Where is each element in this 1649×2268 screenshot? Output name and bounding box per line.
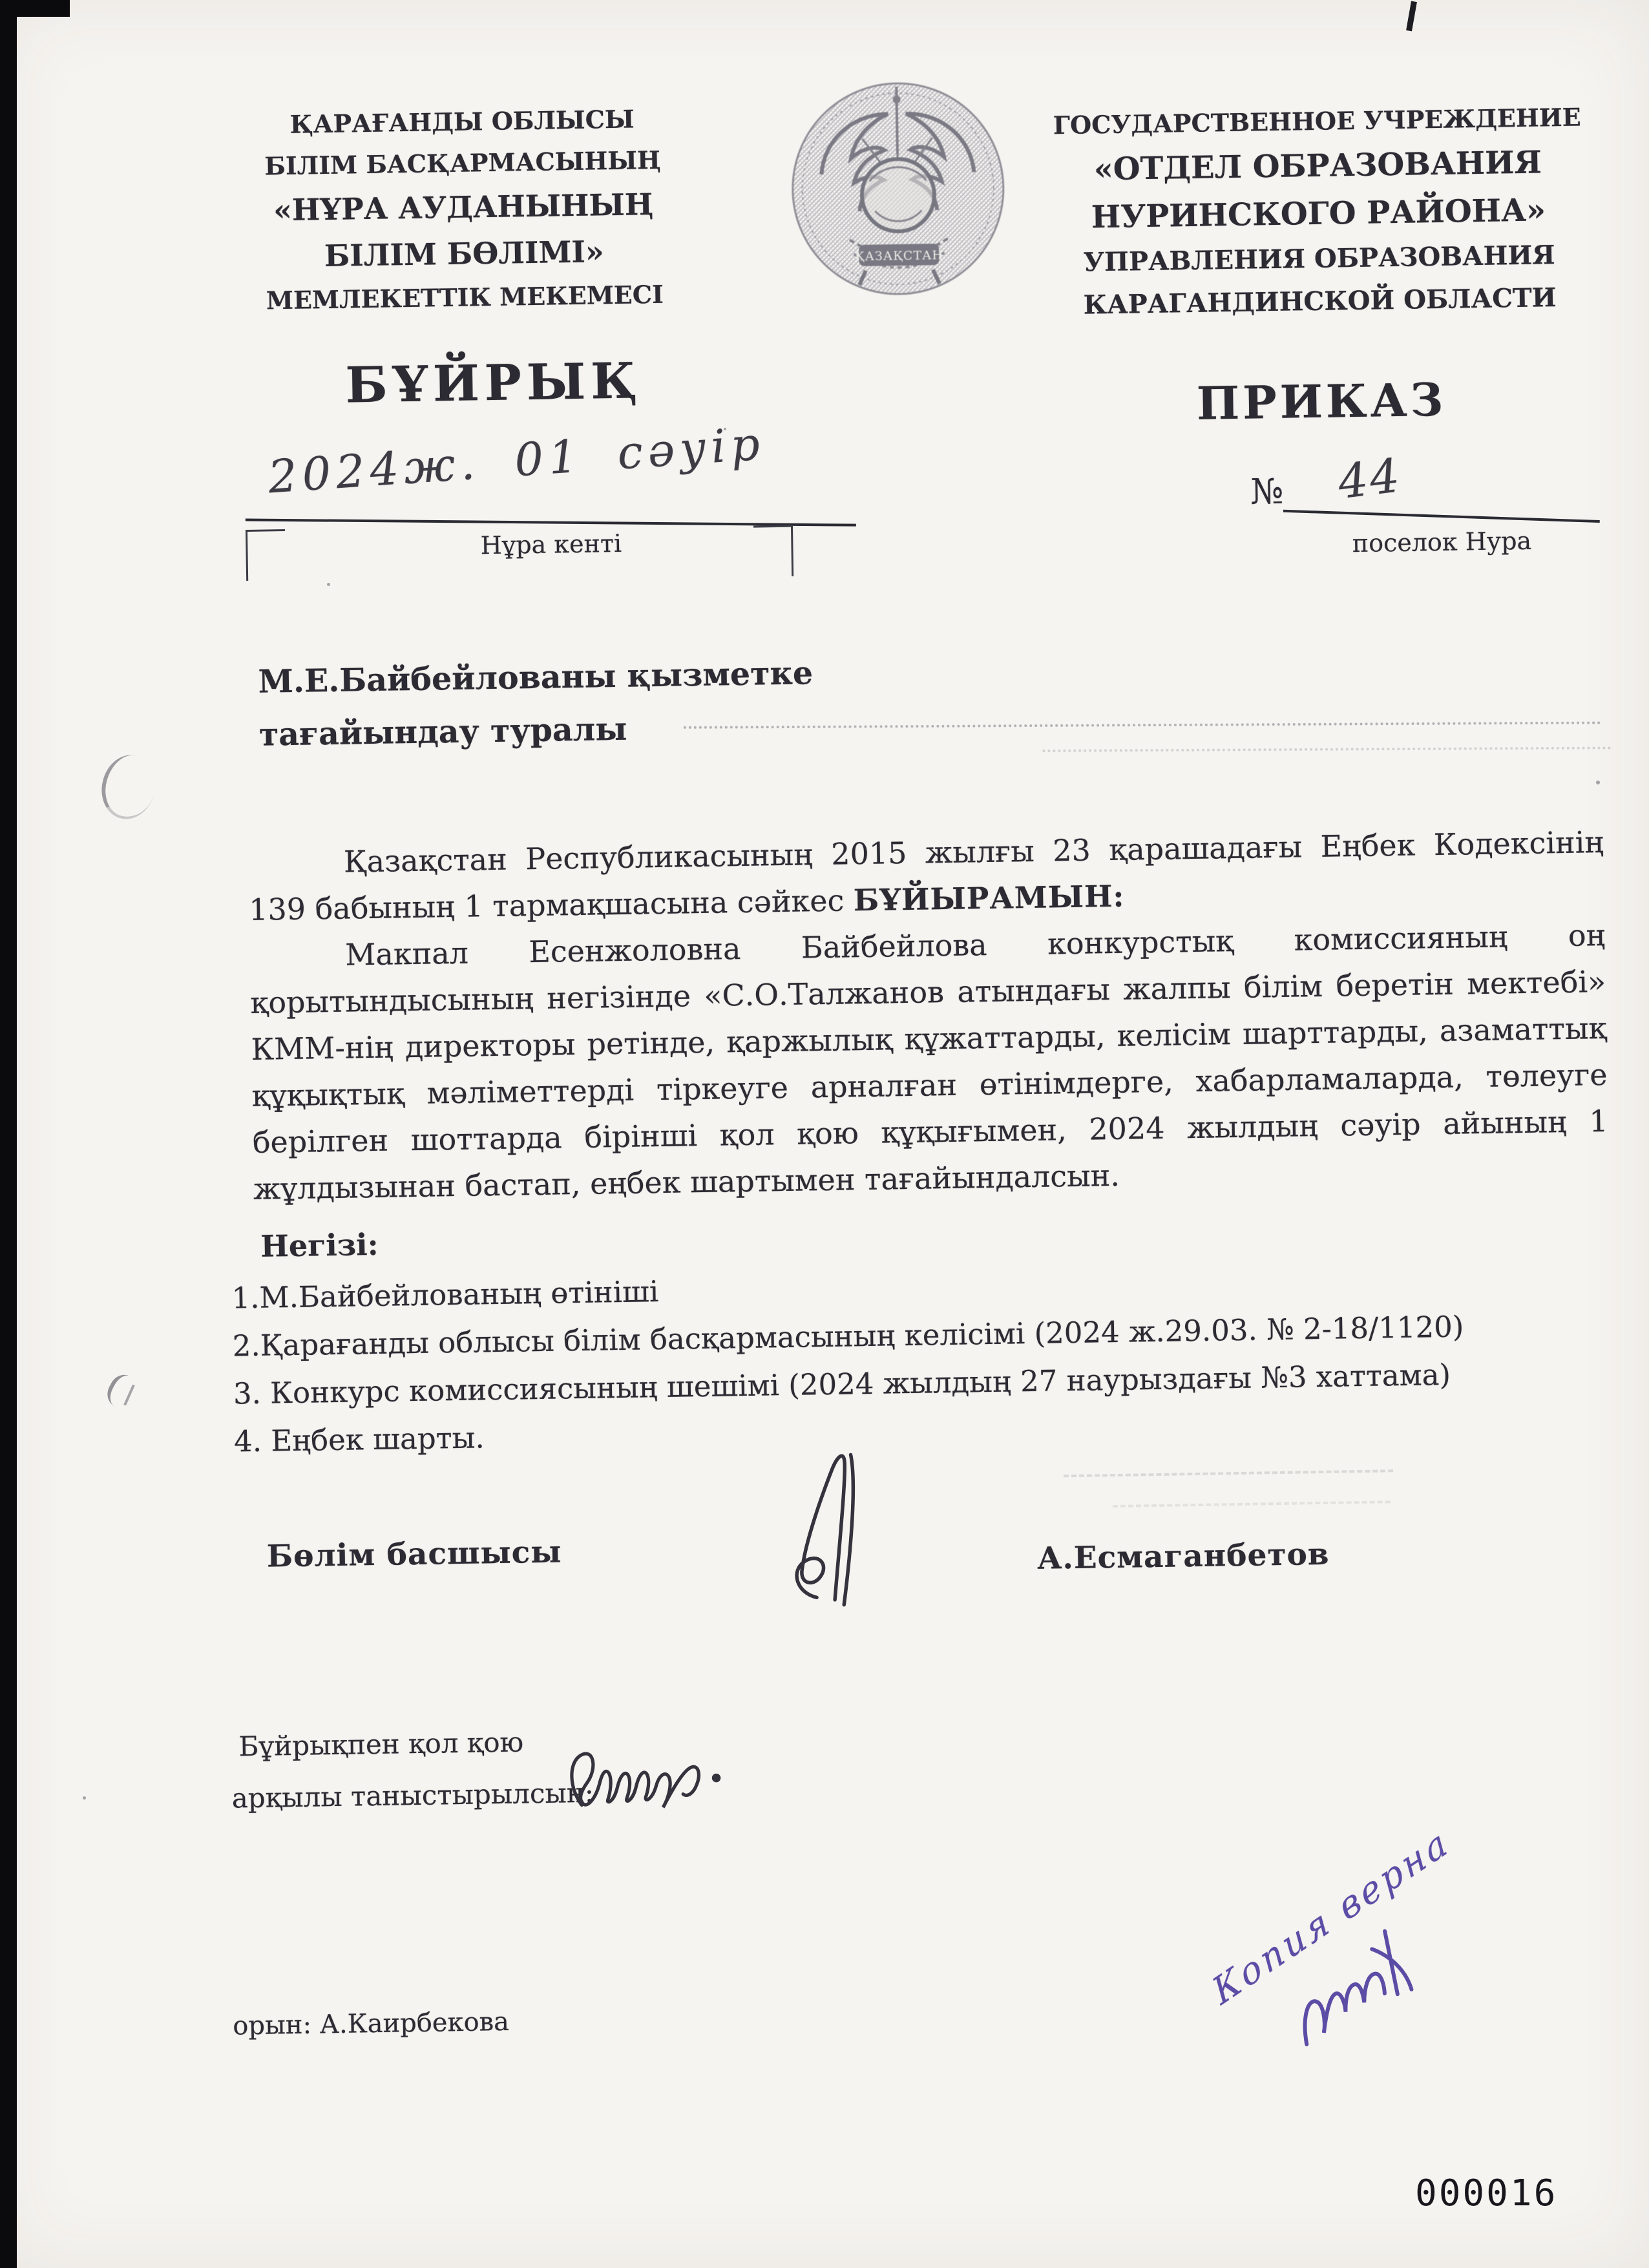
faded-dotted-line bbox=[1042, 746, 1611, 752]
org-line: ҚАРАҒАНДЫ ОБЛЫСЫ bbox=[289, 104, 635, 139]
order-body bbox=[247, 819, 1609, 1212]
place-kk: Нұра кенті bbox=[480, 529, 622, 560]
org-line: БІЛІМ БАСҚАРМАСЫНЫҢ bbox=[264, 145, 662, 181]
address-corner-bracket-left bbox=[246, 529, 286, 581]
address-corner-bracket-right bbox=[753, 525, 793, 577]
basis-item: 3. Конкурс комиссиясының шешімі (2024 жылдың 27 наурыздағы №3 хаттама) bbox=[233, 1357, 1451, 1411]
dust-dot bbox=[327, 583, 330, 586]
basis-item: 2.Қарағанды облысы білім басқармасының келісімі (2024 ж.29.03. № 2-18/1120) bbox=[232, 1309, 1464, 1363]
executor-note: орын: А.Каирбекова bbox=[232, 2006, 510, 2041]
erased-text-artifact bbox=[1064, 1469, 1393, 1477]
place-ru: поселок Нура bbox=[1352, 526, 1532, 558]
handwritten-date: 2024ж. 01 сәуір bbox=[266, 417, 767, 504]
subject-title-line1: М.Е.Байбейлованы қызметке bbox=[258, 654, 814, 700]
subject-title-line2: тағайындау туралы bbox=[258, 709, 627, 753]
subject-title bbox=[258, 644, 970, 761]
page-number-stamp: 000016 bbox=[1415, 2172, 1558, 2214]
buyiramyn-bold: БҰЙЫРАМЫН: bbox=[853, 878, 1125, 918]
org-line: УПРАВЛЕНИЯ ОБРАЗОВАНИЯ bbox=[1083, 240, 1555, 278]
head-name: А.Есмаганбетов bbox=[1036, 1536, 1330, 1577]
org-line: МЕМЛЕКЕТТІК МЕКЕМЕСІ bbox=[266, 279, 664, 315]
basis-label: Негізі: bbox=[260, 1226, 379, 1264]
org-line: «ОТДЕЛ ОБРАЗОВАНИЯ bbox=[1093, 144, 1542, 188]
org-line: БІЛІМ БӨЛІМІ» bbox=[324, 234, 605, 274]
ack-line1: Бұйрықпен қол қою bbox=[238, 1726, 524, 1763]
ack-signature bbox=[556, 1696, 742, 1826]
basis-item: 4. Еңбек шарты. bbox=[233, 1420, 485, 1459]
header-left-org bbox=[233, 98, 695, 322]
erased-text-artifact bbox=[1113, 1500, 1391, 1507]
copy-note-text: Копия верна bbox=[1206, 1820, 1456, 2014]
dust-dot bbox=[83, 1796, 86, 1800]
org-line: НУРИНСКОГО РАЙОНА» bbox=[1091, 192, 1546, 236]
dust-dot bbox=[724, 428, 726, 430]
director-signature bbox=[777, 1444, 889, 1614]
org-line: КАРАГАНДИНСКОЙ ОБЛАСТИ bbox=[1083, 282, 1557, 320]
body-paragraph-1-text: Қазақстан Республикасының 2015 жылғы 23 қарашадағы Еңбек Кодексінің 139 бабының 1 тармақшасына сәйкес bbox=[248, 824, 1604, 927]
number-underline bbox=[1283, 510, 1600, 523]
ack-line2: арқылы таныстырылсын: bbox=[231, 1776, 594, 1814]
number-sign: № bbox=[1250, 470, 1284, 512]
copy-note-handwritten bbox=[1204, 1775, 1577, 2086]
body-paragraph-2: Макпал Есенжоловна Байбейлова конкурстық комиссияның оң қорытындысының негізінде «С.О.Талжанов атындағы жалпы білім беретін мектебі» КММ-нің директоры ретінде, қаржылық құжаттарды, келісім шарттарды, азаматтық құқықтық мәліметтерді тіркеуге арналған өтінімдерге, хабарламаларда, төлеуге берілген шоттарда бірінші қол қою құқығымен, 2024 жылдың сәуір айының 1 жұлдызынан бастап, еңбек шартымен тағайындалсын. bbox=[250, 918, 1609, 1206]
scan-corner-mark bbox=[0, 0, 70, 17]
header-right-org bbox=[1026, 96, 1611, 328]
basis-item: 1.М.Байбейлованың өтініші bbox=[231, 1274, 659, 1316]
dust-dot bbox=[1596, 781, 1600, 784]
emblem-banner-label: ҚАЗАҚСТАН bbox=[854, 247, 944, 264]
head-title: Бөлім басшысы bbox=[266, 1534, 562, 1575]
handwritten-number: 44 bbox=[1335, 448, 1405, 510]
basis-list bbox=[231, 1252, 1636, 1465]
order-title-ru: ПРИКАЗ bbox=[1196, 372, 1447, 430]
org-line: ГОСУДАРСТВЕННОЕ УЧРЕЖДЕНИЕ bbox=[1053, 102, 1581, 140]
order-title-kk: БҰЙРЫҚ bbox=[345, 352, 643, 414]
kazakhstan-emblem-stamp bbox=[785, 76, 1011, 301]
org-line: «НҰРА АУДАНЫНЫҢ bbox=[273, 187, 654, 228]
scan-edge-bar bbox=[0, 0, 17, 2268]
